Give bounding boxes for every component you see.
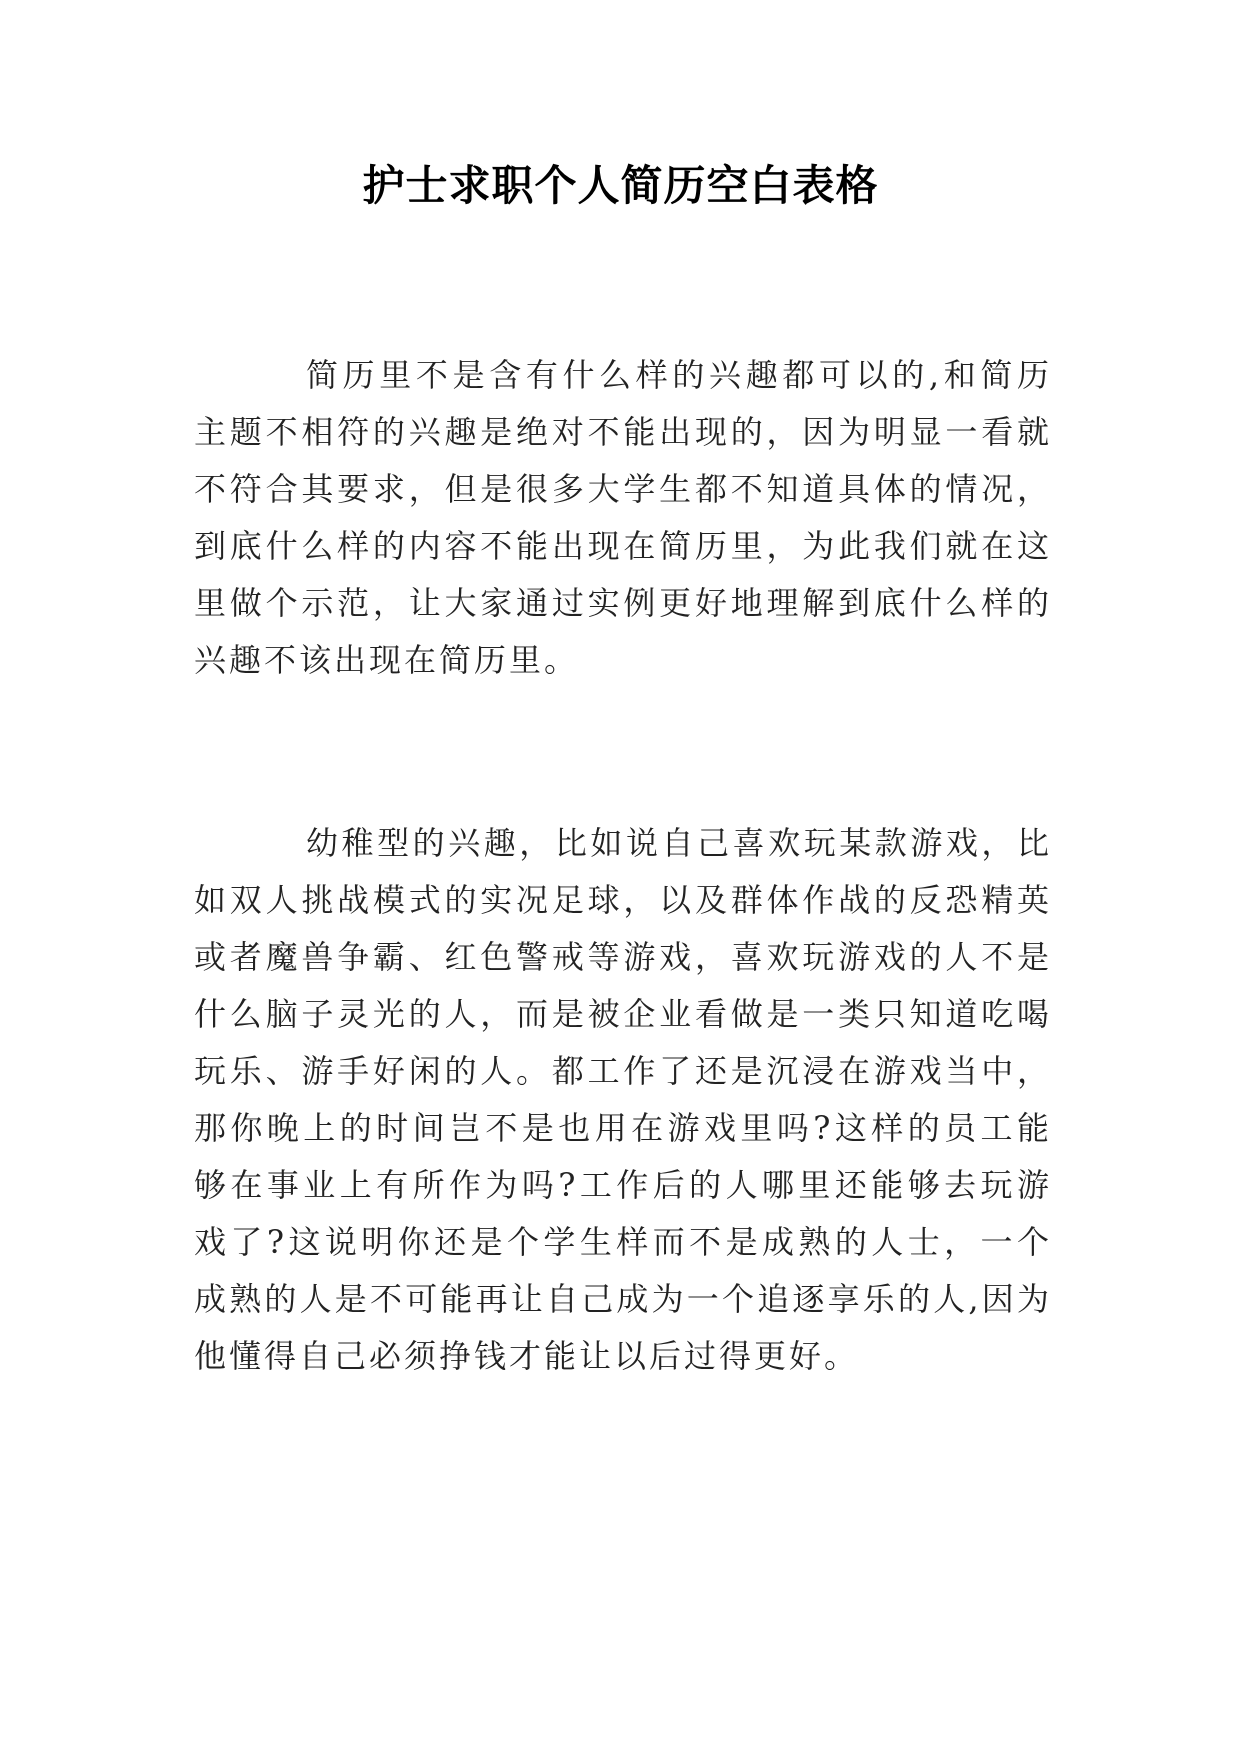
paragraph-intro: 简历里不是含有什么样的兴趣都可以的,和简历主题不相符的兴趣是绝对不能出现的，因为明显一看就不符合其要求，但是很多大学生都不知道具体的情况，到底什么样的内容不能出现在简历里，为此我们就在这里做个示范，让大家通过实例更好地理解到底什么样的兴趣不该出现在简历里。 xyxy=(194,356,1052,679)
document-title: 护士求职个人简历空白表格 xyxy=(362,161,879,210)
paragraph-childish-hobbies: 幼稚型的兴趣，比如说自己喜欢玩某款游戏，比如双人挑战模式的实况足球，以及群体作战的反恐精英或者魔兽争霸、红色警戒等游戏，喜欢玩游戏的人不是什么脑子灵光的人，而是被企业看做是一类只知道吃喝玩乐、游手好闲的人。都工作了还是沉浸在游戏当中，那你晚上的时间岂不是也用在游戏里吗?这样的员工能够在事业上有所作为吗?工作后的人哪里还能够去玩游戏了?这说明你还是个学生样而不是成熟的人士，一个成熟的人是不可能再让自己成为一个追逐享乐的人,因为他懂得自己必须挣钱才能让以后过得更好。 xyxy=(194,824,1052,1375)
